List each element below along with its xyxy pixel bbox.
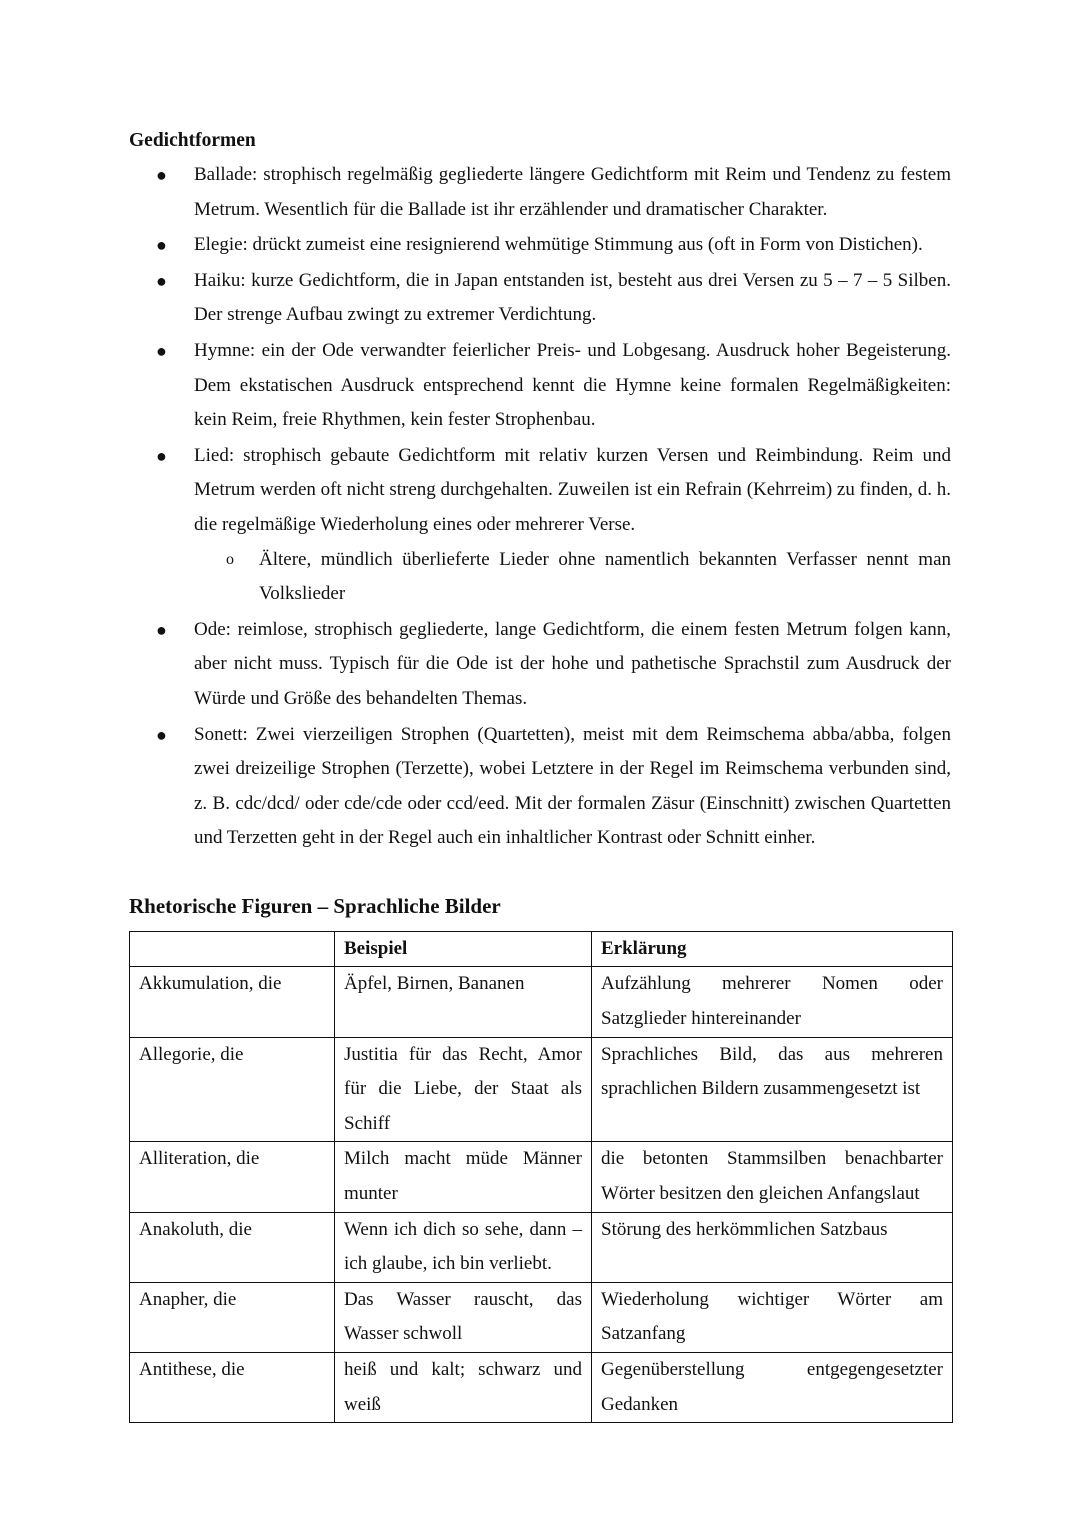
list-item	[129, 718, 951, 856]
list-item-text: Haiku: kurze Gedichtform, die in Japan entstanden ist, besteht aus drei Versen zu 5 – 7 – 5 Silben. Der strenge Aufbau zwingt zu extremer Verdichtung.	[194, 269, 951, 326]
explanation-cell: Sprachliches Bild, das aus mehreren sprachlichen Bildern zusammengesetzt ist	[592, 1037, 953, 1142]
bullet-icon: ●	[156, 340, 167, 361]
example-cell: Wenn ich dich so sehe, dann – ich glaube, ich bin verliebt.	[335, 1212, 592, 1282]
table-row	[130, 1037, 953, 1142]
example-cell: Justitia für das Recht, Amor für die Liebe, der Staat als Schiff	[335, 1037, 592, 1142]
list-item-text: Sonett: Zwei vierzeiligen Strophen (Quartetten), meist mit dem Reimschema abba/abba, folgen zwei dreizeilige Strophen (Terzette), wobei Letztere in der Regel im Reimschema verbunden sind, z. B. cdc/dcd/ oder cde/cde oder ccd/eed. Mit der formalen Zäsur (Einschnitt) zwischen Quartetten und Terzetten geht in der Regel auch ein inhaltlicher Kontrast oder Schnitt einher.	[194, 723, 951, 849]
bullet-icon: ●	[156, 235, 167, 256]
list-item-text: Elegie: drückt zumeist eine resignierend wehmütige Stimmung aus (oft in Form von Distichen).	[194, 234, 923, 256]
document-page	[129, 124, 951, 1423]
section-title-gedichtformen: Gedichtformen	[129, 130, 256, 151]
explanation-cell: Wiederholung wichtiger Wörter am Satzanfang	[592, 1282, 953, 1352]
term-cell: Akkumulation, die	[130, 967, 335, 1037]
rhetorical-figures-table	[129, 931, 953, 1423]
term-cell: Anakoluth, die	[130, 1212, 335, 1282]
bullet-icon: ●	[156, 165, 167, 185]
list-item	[129, 334, 951, 438]
table-header-row	[130, 931, 953, 967]
bullet-icon: ●	[156, 619, 167, 640]
table-row	[130, 1282, 953, 1352]
header-cell-example: Beispiel	[335, 931, 592, 967]
example-cell: Das Wasser rauscht, das Wasser schwoll	[335, 1282, 592, 1352]
list-item-text: Lied: strophisch gebaute Gedichtform mit relativ kurzen Versen und Reimbindung. Reim und Metrum werden oft nicht streng durchgehalten. Zuweilen ist ein Refrain (Kehrreim) zu finden, d. h. die regelmäßige Wiederholung eines oder mehrerer Verse.	[194, 444, 951, 535]
sub-list	[194, 543, 951, 612]
example-cell: heiß und kalt; schwarz und weiß	[335, 1353, 592, 1423]
header-cell-explanation: Erklärung	[592, 931, 953, 967]
section-title-rhetorische-figuren: Rhetorische Figuren – Sprachliche Bilder	[129, 893, 501, 918]
explanation-cell: Gegenüberstellung entgegengesetzter Gedanken	[592, 1353, 953, 1423]
explanation-cell: Störung des herkömmlichen Satzbaus	[592, 1212, 953, 1282]
table-row	[130, 967, 953, 1037]
table-row	[130, 1353, 953, 1423]
list-item-text: Hymne: ein der Ode verwandter feierlicher Preis- und Lobgesang. Ausdruck hoher Begeisterung. Dem ekstatischen Ausdruck entsprechend kennt die Hymne keine formalen Regelmäßigkeiten: kein Reim, freie Rhythmen, kein fester Strophenbau.	[194, 339, 951, 431]
term-cell: Allegorie, die	[130, 1037, 335, 1142]
bullet-icon: ●	[156, 445, 167, 466]
list-item-text: Ode: reimlose, strophisch gegliederte, lange Gedichtform, die einem festen Metrum folgen kann, aber nicht muss. Typisch für die Ode ist der hohe und pathetische Sprachstil zum Ausdruck der Würde und Größe des behandelten Themas.	[194, 618, 951, 709]
term-cell: Anapher, die	[130, 1282, 335, 1352]
term-cell: Alliteration, die	[130, 1142, 335, 1212]
list-item-text: Ballade: strophisch regelmäßig gegliederte längere Gedichtform mit Reim und Tendenz zu festem Metrum. Wesentlich für die Ballade ist ihr erzählender und dramatischer Charakter.	[194, 164, 951, 220]
example-cell: Äpfel, Birnen, Bananen	[335, 967, 592, 1037]
bullet-icon: ●	[156, 270, 167, 291]
table-row	[130, 1142, 953, 1212]
bullet-icon: ●	[156, 724, 167, 745]
explanation-cell: Aufzählung mehrerer Nomen oder Satzglieder hintereinander	[592, 967, 953, 1037]
list-item	[129, 264, 951, 333]
term-cell: Antithese, die	[130, 1353, 335, 1423]
sub-list-item-text: Ältere, mündlich überlieferte Lieder ohne namentlich bekannten Verfasser nennt man Volkslieder	[259, 548, 951, 605]
explanation-cell: die betonten Stammsilben benachbarter Wörter besitzen den gleichen Anfangslaut	[592, 1142, 953, 1212]
example-cell: Milch macht müde Männer munter	[335, 1142, 592, 1212]
list-item	[129, 158, 951, 227]
circle-bullet-icon: o	[226, 550, 234, 568]
gedichtformen-list	[129, 158, 951, 856]
list-item	[129, 613, 951, 717]
header-cell-term	[130, 931, 335, 967]
list-item	[129, 228, 951, 263]
sub-list-item	[194, 543, 951, 612]
table-row	[130, 1212, 953, 1282]
list-item	[129, 439, 951, 612]
